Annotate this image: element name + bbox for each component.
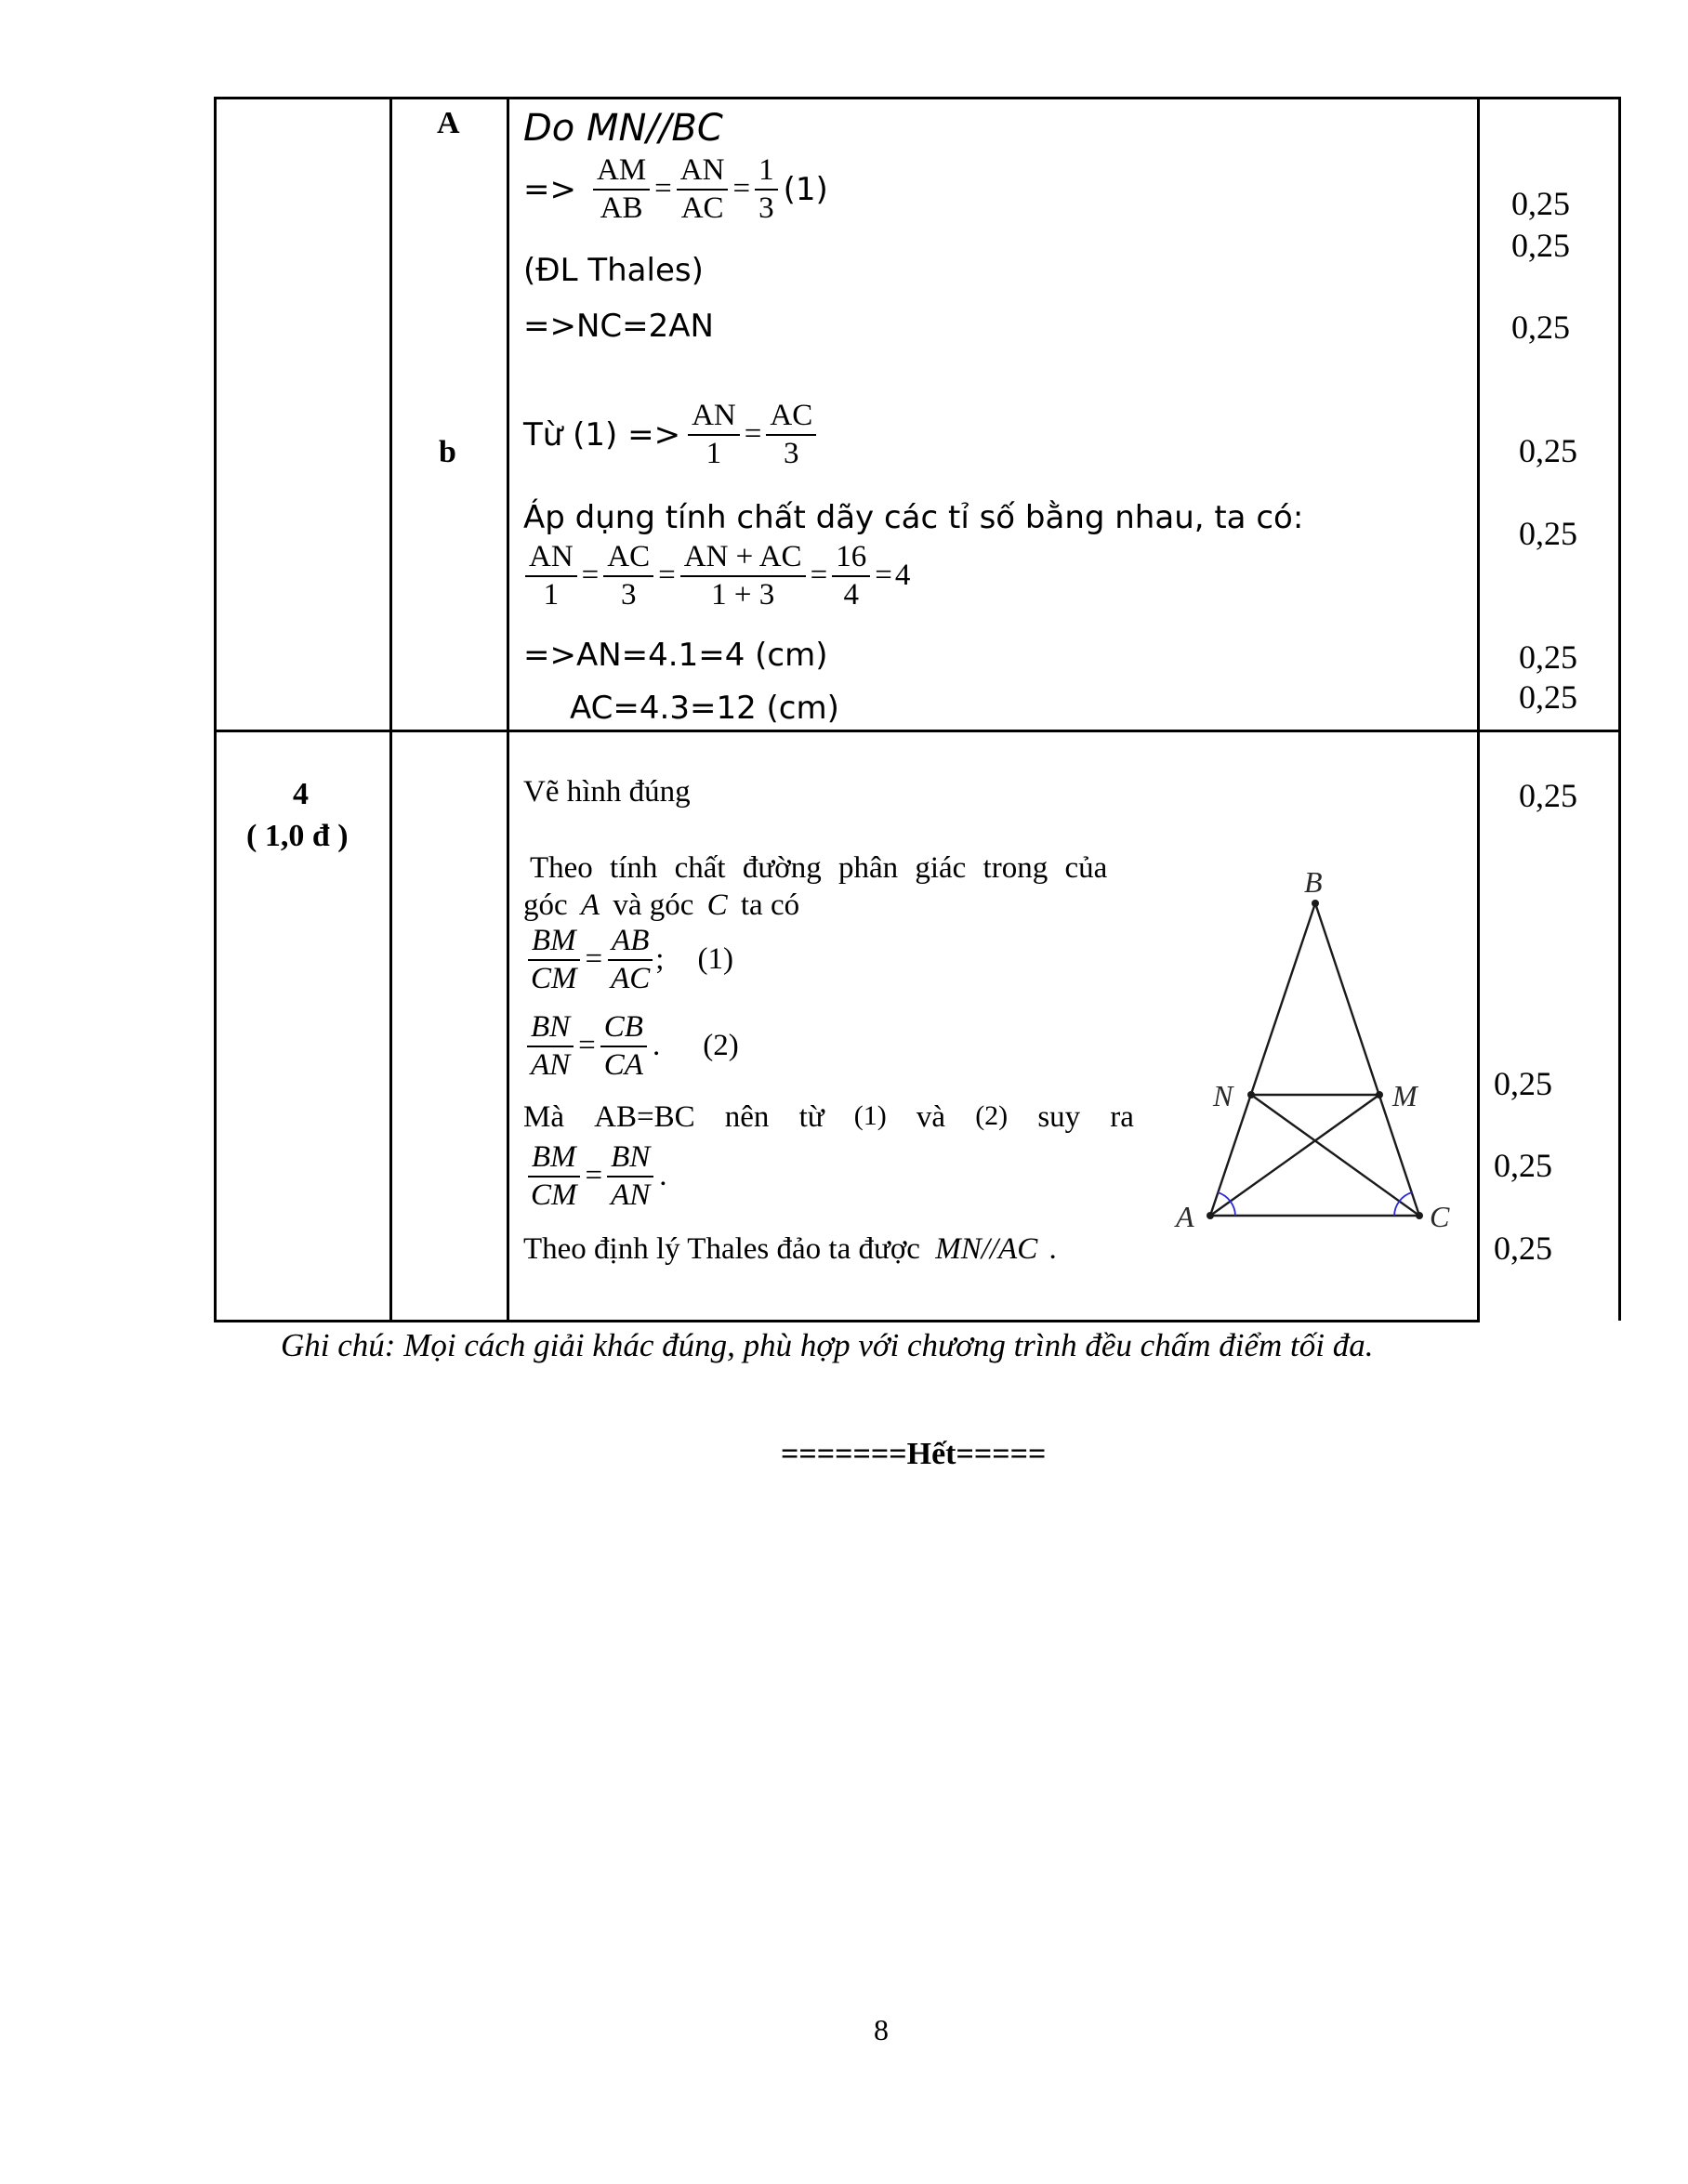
fraction-bm-cm: $\frac{BM}{CM}$ [527,1141,581,1211]
part-label-b: b [439,435,456,469]
ratio-result: 4 [894,559,911,593]
question-number: 4 [293,777,309,811]
grading-note: Ghi chú: Mọi cách giải khác đúng, phù hợp với chương trình đều chấm điểm tối đa. [281,1327,1374,1363]
bisector-equation-2: $\frac{BN}{AN}$ = $\frac{CB}{CA}$ . (2) [525,1011,739,1081]
label-a: A [1176,1200,1194,1233]
mn-parallel-ac: MN//AC [935,1232,1038,1266]
point-a [1207,1212,1214,1219]
end-marker: =======Hết===== [781,1437,1047,1471]
table-col-divider-1 [389,97,392,1322]
ratio-chain-equation: $\frac{AN}{1}$ = $\frac{AC}{3}$ = $\frac{AN + AC}{1 + 3}$ = $\frac{16}{4}$ = 4 [523,541,910,611]
fraction-cb-ca: $\frac{CB}{CA}$ [600,1011,647,1081]
point-c [1416,1212,1423,1219]
table-col-divider-2 [507,97,509,1322]
score: 0,25 [1494,1230,1552,1267]
fraction-sum: $\frac{AN + AC}{1 + 3}$ [680,541,806,611]
equation-tag-1: (1) [783,170,828,208]
point-m [1376,1091,1383,1099]
fraction-ac-3: $\frac{AC}{3}$ [603,541,653,611]
fraction-am-ab: $\frac{AM}{AB}$ [593,154,650,224]
thales-converse-text: Theo định lý Thales đảo ta được MN//AC . [523,1232,1057,1266]
score: 0,25 [1519,777,1577,814]
ratio-equation-from-1: Từ (1) => $\frac{AN}{1}$ = $\frac{AC}{3}$ [523,400,818,469]
statement-mn-parallel-bc: Do MN//BC [523,107,723,150]
score: 0,25 [1511,309,1570,346]
score: 0,25 [1519,432,1577,469]
part-label-a: A [437,106,460,140]
fraction-an-1: $\frac{AN}{1}$ [525,541,577,611]
fraction-1-3: $\frac{1}{3}$ [755,154,778,224]
implies-arrow: => [523,170,576,208]
conclusion-ab-bc-text: Mà AB=BC nên từ (1) và (2) suy ra [523,1100,1134,1134]
draw-figure-text: Vẽ hình đúng [523,775,691,809]
ratio-property-text: Áp dụng tính chất dãy các tỉ số bằng nhau, ta có: [523,499,1304,536]
result-an: =>AN=4.1=4 (cm) [523,637,828,674]
equation-tag-1: (1) [697,942,733,977]
fraction-an-1: $\frac{AN}{1}$ [688,400,740,469]
fraction-ac-3: $\frac{AC}{3}$ [766,400,816,469]
equation-tag-2: (2) [703,1029,739,1063]
table-col-divider-3 [1477,97,1480,1322]
question-points: ( 1,0 đ ) [246,819,349,853]
score: 0,25 [1519,515,1577,552]
segment-cn [1251,1095,1419,1216]
segment-am [1210,1095,1379,1216]
label-c: C [1430,1200,1450,1233]
label-b: B [1304,865,1323,899]
fraction-an-ac: $\frac{AN}{AC}$ [677,154,729,224]
bisector-equation-1: $\frac{BM}{CM}$ = $\frac{AB}{AC}$ ; (1) [525,925,733,994]
thales-theorem-note: (ĐL Thales) [523,252,704,289]
table-row-divider [214,730,1621,732]
score: 0,25 [1519,678,1577,716]
result-ac: AC=4.3=12 (cm) [570,690,839,727]
point-n [1247,1091,1255,1099]
combined-equation: $\frac{BM}{CM}$ = $\frac{BN}{AN}$ . [525,1141,667,1211]
fraction-bm-cm: $\frac{BM}{CM}$ [527,925,581,994]
ratio-equation-1: => $\frac{AM}{AB}$ = $\frac{AN}{AC}$ = $\frac{1}{3}$ (1) [523,153,828,225]
table-bottom-border [214,1320,1480,1322]
segment-ab [1210,903,1315,1216]
angle-a-c-text: góc A và góc C ta có [523,888,800,922]
label-n: N [1213,1079,1233,1112]
label-m: M [1392,1079,1418,1112]
table-left-border [214,97,217,1322]
fraction-bn-an: $\frac{BN}{AN}$ [527,1011,574,1081]
triangle-diagram [1153,855,1469,1245]
result-nc-2an: =>NC=2AN [523,308,714,345]
page-number: 8 [874,2013,889,2046]
fraction-bn-an: $\frac{BN}{AN}$ [607,1141,653,1211]
fraction-ab-ac: $\frac{AB}{AC}$ [607,925,653,994]
score: 0,25 [1494,1065,1552,1102]
score: 0,25 [1494,1147,1552,1184]
table-top-border [214,97,1621,99]
table-right-border [1618,97,1621,1321]
score: 0,25 [1519,638,1577,676]
bisector-property-text: Theo tính chất đường phân giác trong của [530,851,1108,885]
fraction-16-4: $\frac{16}{4}$ [832,541,870,611]
point-b [1312,900,1319,907]
from-1-text: Từ (1) => [523,415,681,454]
segment-bc [1315,903,1419,1216]
score: 0,25 [1511,227,1570,264]
score: 0,25 [1511,185,1570,222]
